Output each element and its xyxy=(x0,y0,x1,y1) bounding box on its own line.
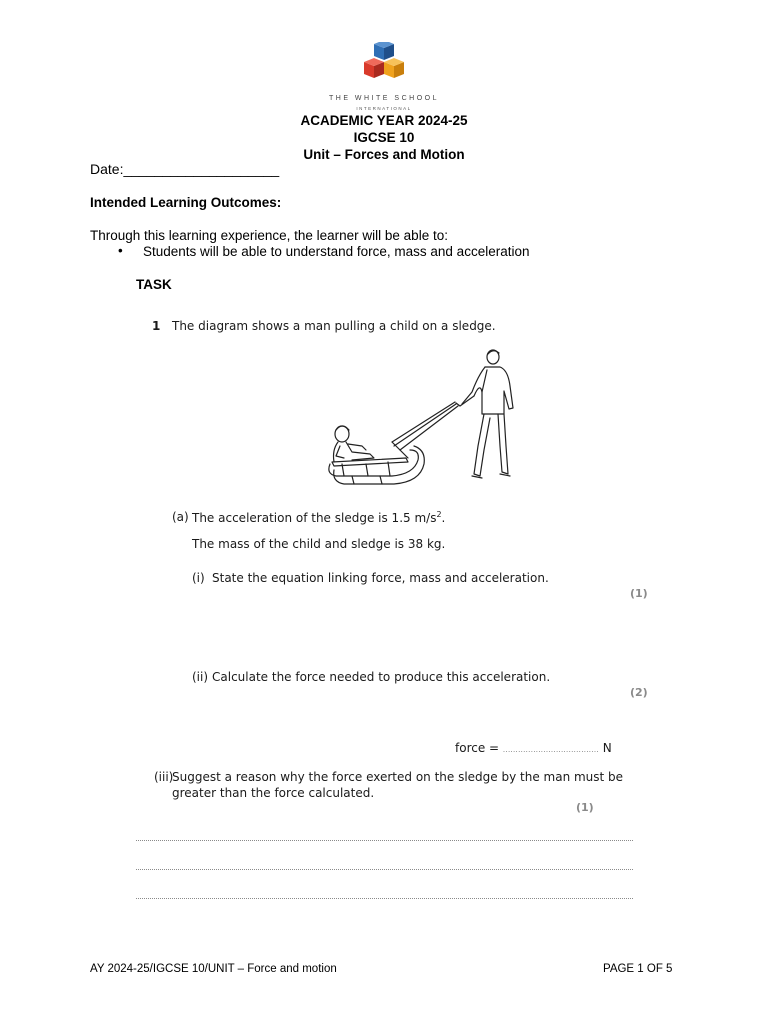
header-academic-year: ACADEMIC YEAR 2024-25 xyxy=(300,113,468,128)
outcomes-bullet: Students will be able to understand force, mass and acceleration xyxy=(143,244,530,259)
part-ii-marks: (2) xyxy=(630,686,648,699)
footer-left: AY 2024-25/IGCSE 10/UNIT – Force and motion xyxy=(90,963,337,975)
force-unit: N xyxy=(602,741,612,755)
sledge-illustration xyxy=(322,346,522,494)
task-heading: TASK xyxy=(136,277,172,292)
question-number: 1 xyxy=(152,319,161,333)
header-grade: IGCSE 10 xyxy=(353,130,415,145)
answer-line-1[interactable] xyxy=(136,840,633,841)
header-unit: Unit – Forces and Motion xyxy=(303,147,465,162)
part-a-text xyxy=(192,510,445,525)
part-a-superscript: 2 xyxy=(436,510,442,519)
part-i-marks: (1) xyxy=(630,587,648,600)
outcomes-intro: Through this learning experience, the learner will be able to: xyxy=(90,228,448,243)
part-iii-label: (iii) xyxy=(154,770,174,784)
question-text: The diagram shows a man pulling a child on a sledge. xyxy=(172,319,496,333)
force-answer-line xyxy=(455,741,612,755)
mass-text: The mass of the child and sledge is 38 kg. xyxy=(192,537,446,551)
logo-cubes-icon xyxy=(358,42,410,86)
footer-page-number: PAGE 1 OF 5 xyxy=(603,963,673,975)
part-a-text-main: The acceleration of the sledge is 1.5 m/s xyxy=(192,511,437,525)
part-i-label: (i) xyxy=(192,571,205,585)
part-iii-marks: (1) xyxy=(576,801,594,814)
date-field: Date:____________________ xyxy=(90,161,280,177)
part-ii-text: Calculate the force needed to produce this acceleration. xyxy=(212,670,551,684)
answer-line-2[interactable] xyxy=(136,869,633,870)
force-label: force = xyxy=(455,741,500,755)
school-logo xyxy=(358,42,410,86)
force-dots[interactable]: ...................................... xyxy=(502,746,599,754)
part-iii-line2: greater than the force calculated. xyxy=(172,786,375,800)
answer-line-3[interactable] xyxy=(136,898,633,899)
part-iii-line1: Suggest a reason why the force exerted on the sledge by the man must be xyxy=(172,770,624,784)
part-a-label: (a) xyxy=(172,510,189,524)
outcomes-heading: Intended Learning Outcomes: xyxy=(90,195,282,210)
part-a-text-end: . xyxy=(441,511,446,525)
logo-school-name: THE WHITE SCHOOL xyxy=(328,95,439,102)
bullet-dot: • xyxy=(118,243,123,258)
logo-school-sub: INTERNATIONAL xyxy=(356,106,412,111)
part-i-text: State the equation linking force, mass and acceleration. xyxy=(212,571,549,585)
part-ii-label: (ii) xyxy=(192,670,209,684)
